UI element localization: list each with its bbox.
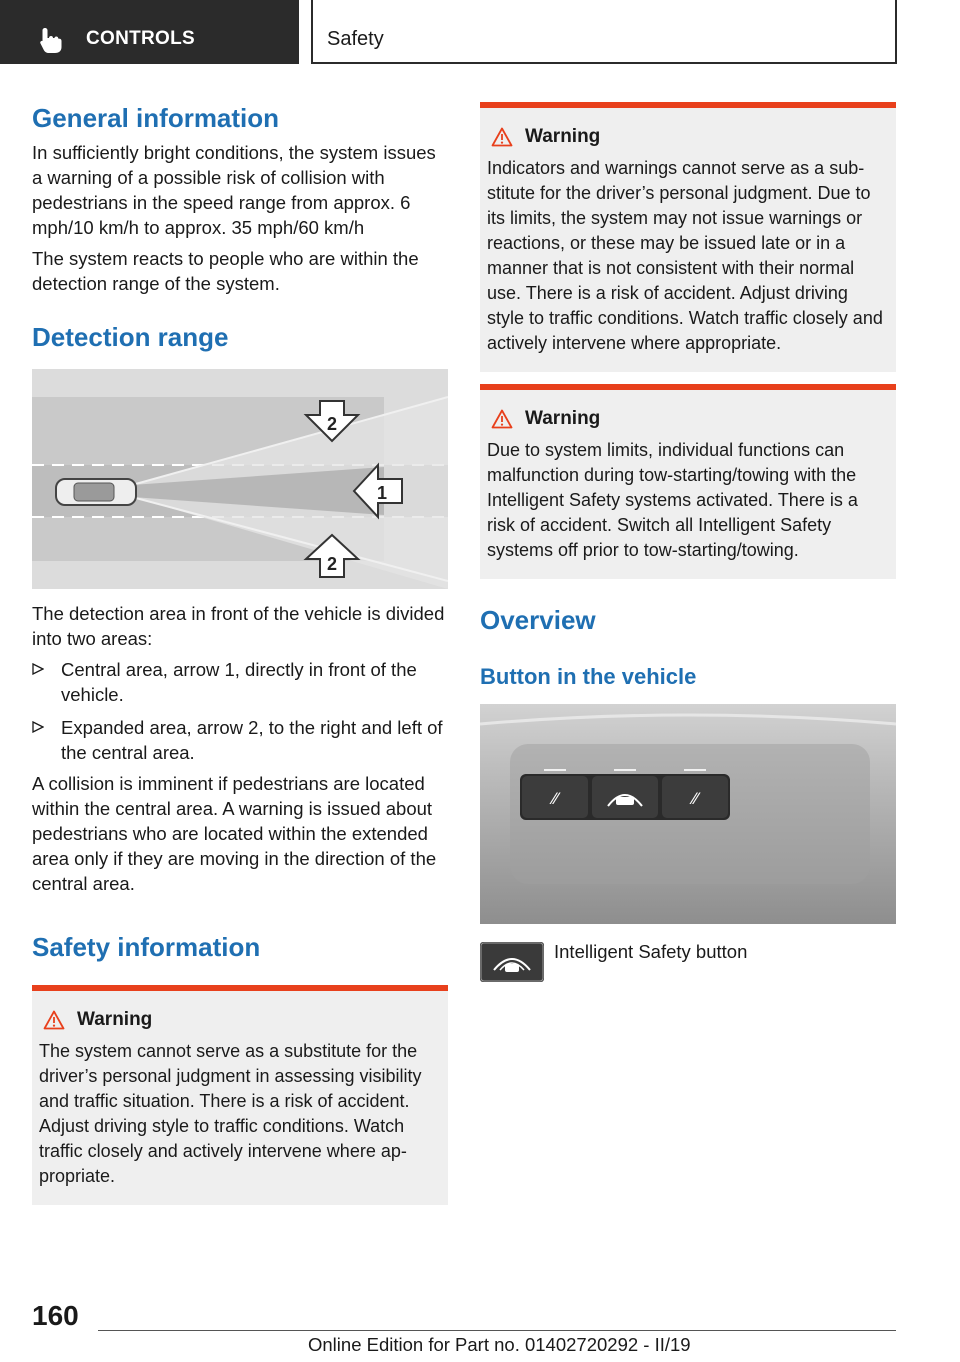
- button-in-vehicle-heading: Button in the vehicle: [480, 664, 697, 689]
- warning-box: [480, 384, 896, 579]
- warning-title: Warning: [39, 1009, 440, 1031]
- warning-box: [480, 102, 896, 372]
- warning-box: [32, 985, 448, 1205]
- intelligent-safety-button-icon: [480, 942, 544, 982]
- svg-text:⁄⁄: ⁄⁄: [552, 789, 558, 808]
- warning-title: Warning: [487, 408, 888, 430]
- detection-range-heading: Detection range: [32, 322, 229, 352]
- general-paragraph-1: In sufficiently bright conditions, the system issues a warning of a possible risk of collision with pedestrians in the speed range from approx. 6 mph/10 km/h to approx. 35 mph/60 km/h: [32, 142, 436, 238]
- chapter-tab-label: CONTROLS: [86, 28, 196, 49]
- detection-paragraph-1: The detection area in front of the vehicle is divided into two areas:: [32, 603, 445, 649]
- bullet-triangle-icon: [32, 663, 44, 675]
- detection-range-illustration: [32, 369, 448, 589]
- vehicle-icon: [56, 479, 136, 505]
- warning-text: Due to system limits, individual functions can malfunction during tow-starting/towing with the Intelligent Safety systems activated. There is a risk of accident. Switch all Intelligent Safety systems off prior to tow-starting/towing.: [487, 440, 858, 560]
- bullet-item: Expanded area, arrow 2, to the right and left of the central area.: [32, 715, 448, 765]
- svg-text:⁄⁄: ⁄⁄: [692, 789, 698, 808]
- svg-text:2: 2: [326, 414, 338, 434]
- warning-triangle-icon: [491, 127, 513, 147]
- warning-text: The system cannot serve as a substitute for the driver’s personal judgment in assessing visibility and traffic situation. There is a risk of accident. Adjust driving style to traffic conditions. Watch traffic closely and actively intervene where appropriate.: [39, 1041, 422, 1186]
- warning-title: Warning: [487, 126, 888, 148]
- svg-text:2: 2: [326, 554, 338, 574]
- button-panel-illustration: [480, 704, 896, 924]
- page-number: 160: [32, 1300, 79, 1331]
- button-panel-photo: [480, 704, 896, 924]
- general-information-heading: General information: [32, 103, 280, 133]
- left-column: [32, 100, 448, 1205]
- detection-paragraph-2: A collision is imminent if pedestrians are located within the central area. A warning is issued about pedestrians who are located within the extended area only if they are moving in the direction of the central area.: [32, 773, 437, 894]
- section-title: Safety: [327, 28, 384, 50]
- section-header: [311, 0, 897, 64]
- general-paragraph-2: The system reacts to people who are within the detection range of the system.: [32, 248, 419, 294]
- bullet-item: Central area, arrow 1, directly in front of the vehicle.: [32, 657, 448, 707]
- overview-heading: Overview: [480, 605, 596, 635]
- right-column: [480, 102, 896, 982]
- detection-range-diagram: [32, 369, 448, 589]
- svg-text:1: 1: [376, 483, 388, 503]
- footer-divider: [98, 1330, 896, 1331]
- button-caption: Intelligent Safety button: [554, 941, 748, 962]
- bullet-triangle-icon: [32, 721, 44, 733]
- warning-text: Indicators and warnings cannot serve as a substitute for the driver’s personal judgment. Due to its limits, the system may not issue warnings or reactions, or these may be issued late or in a manner that is not consistent with their normal use. There is a risk of accident. Adjust driving style to traffic conditions. Watch traffic closely and actively intervene where appropriate.: [487, 158, 883, 353]
- safety-information-heading: Safety information: [32, 932, 261, 962]
- footer-edition: Online Edition for Part no. 01402720292 - II/19: [308, 1334, 691, 1355]
- chapter-tab: [0, 0, 299, 64]
- hand-pointer-icon: [38, 26, 64, 54]
- warning-triangle-icon: [43, 1010, 65, 1030]
- warning-triangle-icon: [491, 409, 513, 429]
- button-caption-row: [480, 942, 896, 982]
